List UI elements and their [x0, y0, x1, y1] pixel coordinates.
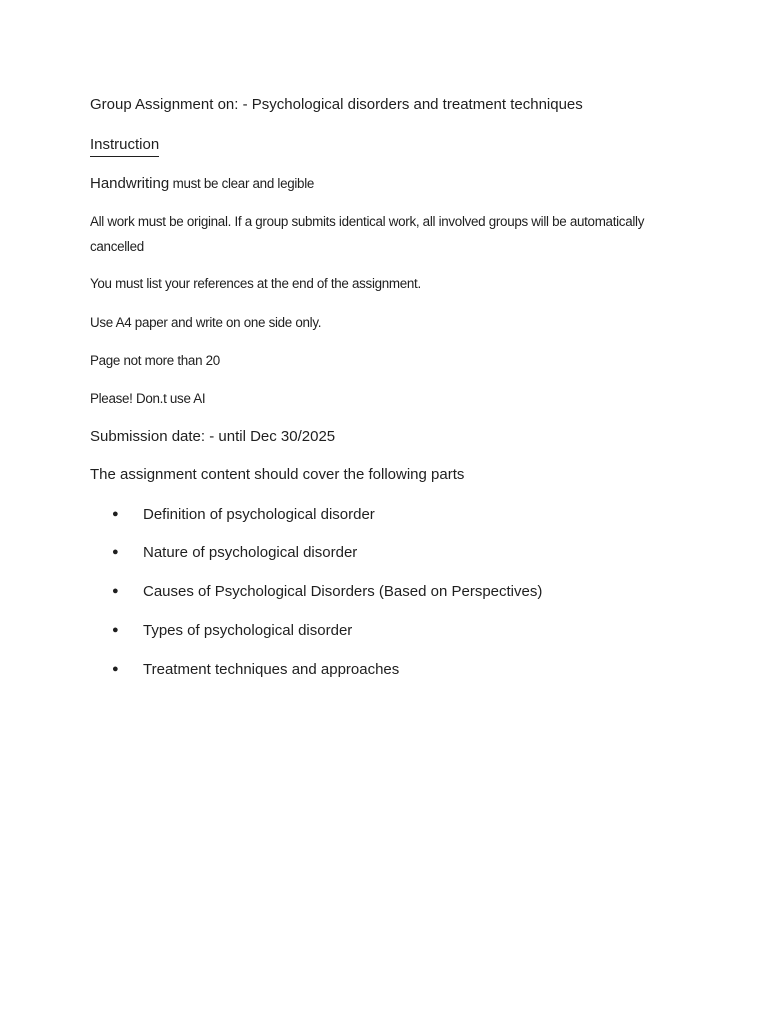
list-item-text: Types of psychological disorder [143, 622, 353, 639]
list-item-text: Treatment techniques and approaches [143, 661, 400, 678]
page-limit-rule: Page not more than 20 [90, 353, 220, 368]
handwriting-rest: must be clear and legible [169, 176, 315, 191]
submission-date: Submission date: - until Dec 30/2025 [90, 428, 336, 445]
paper-rule: Use A4 paper and write on one side only. [90, 315, 322, 330]
list-item [112, 544, 357, 561]
content-intro: The assignment content should cover the following parts [90, 466, 465, 483]
bullet-icon: ● [112, 663, 119, 675]
bullet-icon: ● [112, 546, 119, 558]
list-item [112, 506, 375, 523]
instruction-heading: Instruction [90, 136, 159, 157]
bullet-icon: ● [112, 585, 119, 597]
originality-rule-line1: All work must be original. If a group submits identical work, all involved groups will be automatically [90, 214, 645, 229]
originality-rule-line2: cancelled [90, 239, 144, 254]
bullet-icon: ● [112, 624, 119, 636]
list-item-text: Causes of Psychological Disorders (Based on Perspectives) [143, 583, 543, 600]
list-item [112, 661, 399, 678]
bullet-icon: ● [112, 508, 119, 520]
document-title: Group Assignment on: - Psychological disorders and treatment techniques [90, 96, 583, 113]
handwriting-rule [90, 175, 314, 192]
handwriting-lead: Handwriting [90, 175, 170, 192]
list-item [112, 583, 542, 600]
list-item [112, 622, 352, 639]
references-rule: You must list your references at the end of the assignment. [90, 276, 421, 291]
list-item-text: Definition of psychological disorder [143, 506, 375, 523]
no-ai-rule: Please! Don.t use AI [90, 391, 206, 406]
list-item-text: Nature of psychological disorder [143, 544, 358, 561]
